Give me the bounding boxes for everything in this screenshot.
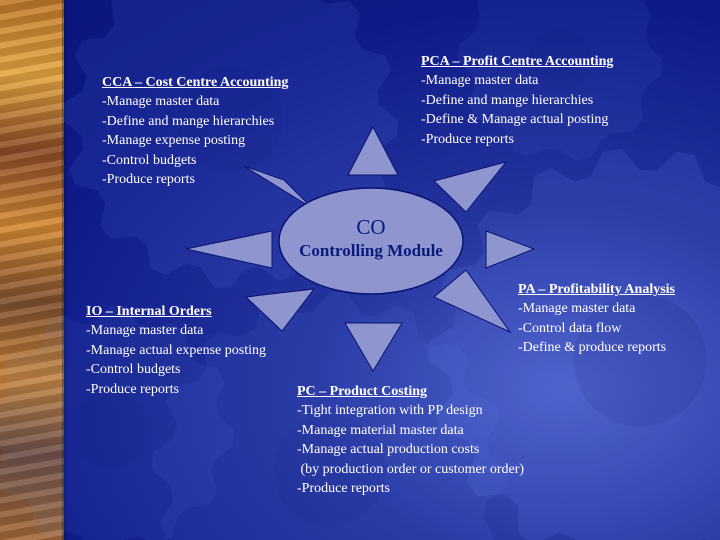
ray-triangle <box>348 127 398 175</box>
pca-item: -Manage master data <box>421 73 539 89</box>
cca-title: CCA – Cost Centre Accounting <box>102 75 289 90</box>
cca-item: -Produce reports <box>102 172 195 188</box>
pca-item: -Produce reports <box>421 131 514 147</box>
pc-item: -Tight integration with PP design <box>297 403 483 419</box>
hub-code: CO <box>356 215 386 239</box>
cca-item: -Manage expense posting <box>102 133 246 149</box>
pa-block <box>518 280 675 358</box>
ray-triangle <box>434 270 510 332</box>
io-item: -Manage master data <box>86 323 204 339</box>
cca-item: -Control budgets <box>102 152 197 168</box>
cca-item: -Define and mange hierarchies <box>102 113 275 129</box>
pc-block <box>297 382 524 498</box>
pa-item: -Define & produce reports <box>518 340 667 356</box>
hub-text <box>268 214 474 262</box>
pa-title: PA – Profitability Analysis <box>518 282 675 297</box>
cca-item: -Manage master data <box>102 94 220 110</box>
pca-item: -Define and mange hierarchies <box>421 92 594 108</box>
ray-triangle <box>186 231 272 268</box>
ray-triangle <box>434 162 506 212</box>
io-item: -Produce reports <box>86 381 179 397</box>
io-title: IO – Internal Orders <box>86 304 212 319</box>
pc-item: -Produce reports <box>297 481 390 497</box>
pc-item: -Manage actual production costs <box>297 442 480 458</box>
pc-item: (by production order or customer order) <box>297 461 525 477</box>
pa-item: -Control data flow <box>518 320 622 336</box>
pca-block <box>421 52 613 149</box>
pca-item: -Define & Manage actual posting <box>421 112 609 128</box>
ray-triangle <box>486 231 534 268</box>
pca-title: PCA – Profit Centre Accounting <box>421 54 614 69</box>
pa-item: -Manage master data <box>518 301 636 317</box>
io-item: -Control budgets <box>86 362 181 378</box>
ray-triangle <box>345 323 402 371</box>
pc-title: PC – Product Costing <box>297 384 428 399</box>
pc-item: -Manage material master data <box>297 422 464 438</box>
io-item: -Manage actual expense posting <box>86 342 266 358</box>
hub-label: Controlling Module <box>299 241 443 260</box>
io-block <box>86 302 266 399</box>
cca-block <box>102 73 288 189</box>
